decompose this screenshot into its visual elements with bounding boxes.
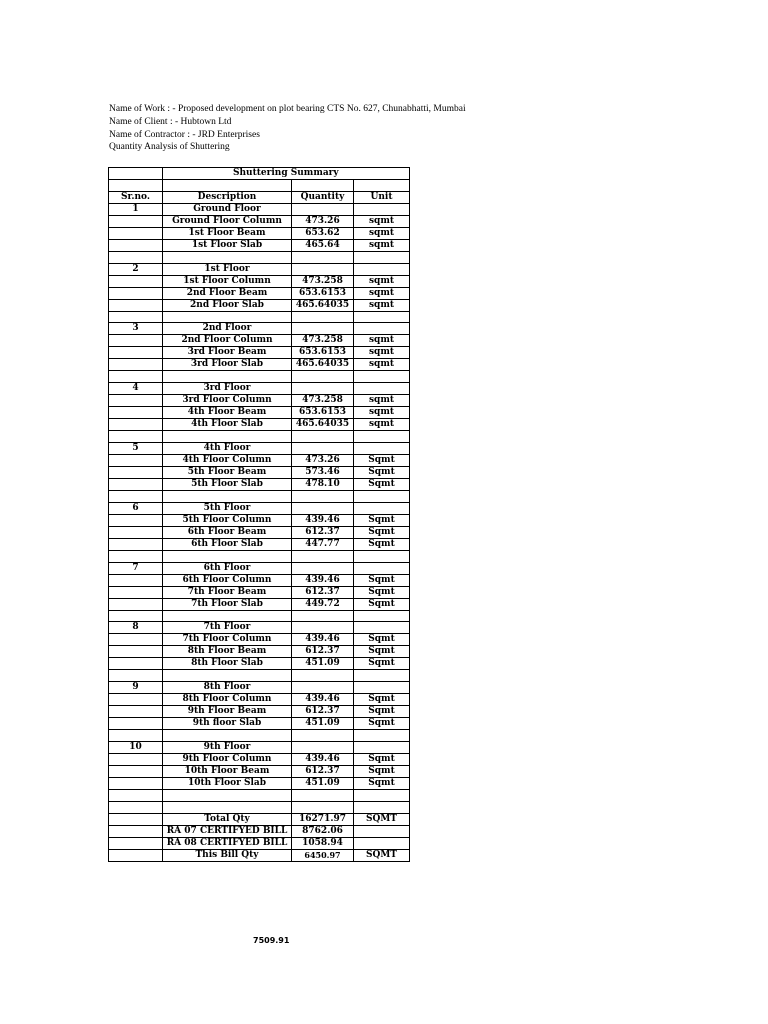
blank-cell xyxy=(354,730,410,742)
row-quantity: 465.64 xyxy=(292,239,354,251)
blank-cell xyxy=(354,323,410,335)
blank-cell xyxy=(109,718,163,730)
row-description: 2nd Floor Beam xyxy=(163,287,292,299)
row-description: 4th Floor Column xyxy=(163,454,292,466)
blank-row xyxy=(109,490,410,502)
floor-heading: 5th Floor xyxy=(163,502,292,514)
floor-heading: 7th Floor xyxy=(163,622,292,634)
total-row xyxy=(109,825,410,837)
table-row xyxy=(109,466,410,478)
blank-cell xyxy=(354,203,410,215)
blank-cell xyxy=(292,502,354,514)
blank-cell xyxy=(109,694,163,706)
blank-cell xyxy=(354,562,410,574)
table-row xyxy=(109,287,410,299)
blank-cell xyxy=(109,837,163,849)
blank-cell xyxy=(163,801,292,813)
row-unit: Sqmt xyxy=(354,514,410,526)
total-description: RA 07 CERTIFYED BILL xyxy=(163,825,292,837)
row-description: 10th Floor Slab xyxy=(163,777,292,789)
blank-cell xyxy=(163,730,292,742)
total-description: Total Qty xyxy=(163,813,292,825)
sr-no: 1 xyxy=(109,203,163,215)
row-unit: Sqmt xyxy=(354,526,410,538)
row-unit: Sqmt xyxy=(354,634,410,646)
row-quantity: 439.46 xyxy=(292,634,354,646)
table-row xyxy=(109,765,410,777)
row-unit: Sqmt xyxy=(354,765,410,777)
floor-heading: 9th Floor xyxy=(163,741,292,753)
blank-cell xyxy=(292,789,354,801)
floor-heading: 1st Floor xyxy=(163,263,292,275)
blank-cell xyxy=(163,550,292,562)
blank-cell xyxy=(109,730,163,742)
row-quantity: 465.64035 xyxy=(292,359,354,371)
blank-cell xyxy=(292,741,354,753)
row-unit: Sqmt xyxy=(354,574,410,586)
row-description: 5th Floor Column xyxy=(163,514,292,526)
blank-cell xyxy=(109,646,163,658)
row-quantity: 473.26 xyxy=(292,215,354,227)
blank-cell xyxy=(109,407,163,419)
row-description: 1st Floor Column xyxy=(163,275,292,287)
blank-cell xyxy=(109,849,163,861)
blank-cell xyxy=(163,490,292,502)
floor-heading: Ground Floor xyxy=(163,203,292,215)
blank-cell xyxy=(109,371,163,383)
sr-no: 3 xyxy=(109,323,163,335)
blank-cell xyxy=(109,586,163,598)
table-row xyxy=(109,395,410,407)
row-description: 4th Floor Beam xyxy=(163,407,292,419)
row-unit: sqmt xyxy=(354,287,410,299)
footer-value: 7509.91 xyxy=(253,936,290,945)
blank-cell xyxy=(109,813,163,825)
blank-cell xyxy=(292,251,354,263)
total-description: RA 08 CERTIFYED BILL xyxy=(163,837,292,849)
row-quantity: 473.26 xyxy=(292,454,354,466)
row-unit: Sqmt xyxy=(354,586,410,598)
floor-heading: 8th Floor xyxy=(163,682,292,694)
blank-cell xyxy=(292,431,354,443)
total-row xyxy=(109,849,410,861)
blank-cell xyxy=(109,670,163,682)
blank-cell xyxy=(109,251,163,263)
blank-cell xyxy=(109,801,163,813)
table-row xyxy=(109,646,410,658)
blank-cell xyxy=(109,299,163,311)
row-description: 9th floor Slab xyxy=(163,718,292,730)
row-unit: Sqmt xyxy=(354,694,410,706)
row-unit: sqmt xyxy=(354,275,410,287)
row-unit: Sqmt xyxy=(354,646,410,658)
blank-cell xyxy=(109,478,163,490)
blank-cell xyxy=(109,634,163,646)
blank-cell xyxy=(354,311,410,323)
row-quantity: 612.37 xyxy=(292,706,354,718)
name-of-work: Name of Work : - Proposed development on plot bearing CTS No. 627, Chunabhatti, Mumbai xyxy=(109,104,466,114)
table-row xyxy=(109,694,410,706)
table-row xyxy=(109,538,410,550)
table-row xyxy=(109,574,410,586)
row-quantity: 612.37 xyxy=(292,646,354,658)
total-quantity: 1058.94 xyxy=(292,837,354,849)
blank-cell xyxy=(292,311,354,323)
total-description: This Bill Qty xyxy=(163,849,292,861)
row-description: 7th Floor Column xyxy=(163,634,292,646)
table-row xyxy=(109,718,410,730)
row-unit: Sqmt xyxy=(354,718,410,730)
sr-no: 2 xyxy=(109,263,163,275)
total-row xyxy=(109,837,410,849)
blank-row xyxy=(109,670,410,682)
blank-cell xyxy=(109,550,163,562)
total-unit: SQMT xyxy=(354,813,410,825)
name-of-contractor: Name of Contractor : - JRD Enterprises xyxy=(109,129,260,140)
row-quantity: 653.6153 xyxy=(292,407,354,419)
blank-cell xyxy=(292,263,354,275)
blank-cell xyxy=(109,753,163,765)
blank-cell xyxy=(354,741,410,753)
row-quantity: 573.46 xyxy=(292,466,354,478)
blank-cell xyxy=(109,765,163,777)
row-quantity: 451.09 xyxy=(292,658,354,670)
blank-cell xyxy=(292,323,354,335)
floor-group-header xyxy=(109,502,410,514)
row-unit: sqmt xyxy=(354,227,410,239)
row-description: 3rd Floor Column xyxy=(163,395,292,407)
floor-heading: 2nd Floor xyxy=(163,323,292,335)
blank-cell xyxy=(109,239,163,251)
table-row xyxy=(109,598,410,610)
row-quantity: 473.258 xyxy=(292,335,354,347)
blank-cell xyxy=(354,550,410,562)
table-row xyxy=(109,586,410,598)
row-unit: sqmt xyxy=(354,347,410,359)
row-description: 8th Floor Slab xyxy=(163,658,292,670)
floor-heading: 6th Floor xyxy=(163,562,292,574)
blank-row xyxy=(109,180,410,192)
total-unit xyxy=(354,837,410,849)
floor-group-header xyxy=(109,562,410,574)
row-description: 7th Floor Beam xyxy=(163,586,292,598)
shuttering-summary-table xyxy=(108,167,410,862)
blank-cell xyxy=(109,526,163,538)
row-unit: sqmt xyxy=(354,335,410,347)
blank-cell xyxy=(292,383,354,395)
row-quantity: 653.62 xyxy=(292,227,354,239)
row-unit: sqmt xyxy=(354,407,410,419)
row-description: 8th Floor Column xyxy=(163,694,292,706)
blank-row xyxy=(109,801,410,813)
table-row xyxy=(109,347,410,359)
floor-group-header xyxy=(109,383,410,395)
floor-group-header xyxy=(109,741,410,753)
row-quantity: 653.6153 xyxy=(292,287,354,299)
blank-cell xyxy=(109,658,163,670)
blank-cell xyxy=(163,371,292,383)
col-quantity: Quantity xyxy=(292,191,354,203)
total-quantity: 6450.97 xyxy=(292,849,354,861)
row-quantity: 439.46 xyxy=(292,514,354,526)
blank-cell xyxy=(109,359,163,371)
row-description: 6th Floor Column xyxy=(163,574,292,586)
blank-cell xyxy=(163,670,292,682)
row-unit: Sqmt xyxy=(354,777,410,789)
blank-cell xyxy=(292,610,354,622)
blank-cell xyxy=(354,801,410,813)
blank-row xyxy=(109,789,410,801)
row-description: 4th Floor Slab xyxy=(163,419,292,431)
row-description: 7th Floor Slab xyxy=(163,598,292,610)
floor-heading: 3rd Floor xyxy=(163,383,292,395)
row-quantity: 451.09 xyxy=(292,718,354,730)
row-unit: sqmt xyxy=(354,395,410,407)
row-description: 3rd Floor Beam xyxy=(163,347,292,359)
row-unit: Sqmt xyxy=(354,538,410,550)
blank-cell xyxy=(109,466,163,478)
table-row xyxy=(109,359,410,371)
row-quantity: 612.37 xyxy=(292,526,354,538)
row-description: 9th Floor Beam xyxy=(163,706,292,718)
blank-cell xyxy=(354,383,410,395)
blank-cell xyxy=(109,574,163,586)
blank-row xyxy=(109,251,410,263)
analysis-title: Quantity Analysis of Shuttering xyxy=(109,142,230,153)
blank-cell xyxy=(292,562,354,574)
sr-no: 9 xyxy=(109,682,163,694)
total-quantity: 8762.06 xyxy=(292,825,354,837)
document-header xyxy=(109,103,466,154)
row-quantity: 612.37 xyxy=(292,765,354,777)
row-quantity: 465.64035 xyxy=(292,299,354,311)
row-unit: sqmt xyxy=(354,239,410,251)
row-unit: sqmt xyxy=(354,359,410,371)
blank-cell xyxy=(109,610,163,622)
sr-no: 5 xyxy=(109,442,163,454)
table-row xyxy=(109,706,410,718)
blank-cell xyxy=(109,454,163,466)
row-quantity: 465.64035 xyxy=(292,419,354,431)
row-quantity: 473.258 xyxy=(292,395,354,407)
blank-cell xyxy=(354,670,410,682)
row-unit: Sqmt xyxy=(354,598,410,610)
blank-cell xyxy=(163,311,292,323)
blank-cell xyxy=(354,682,410,694)
col-unit: Unit xyxy=(354,191,410,203)
blank-cell xyxy=(109,419,163,431)
floor-group-header xyxy=(109,323,410,335)
table-row xyxy=(109,275,410,287)
blank-cell xyxy=(109,598,163,610)
row-description: 1st Floor Slab xyxy=(163,239,292,251)
total-quantity: 16271.97 xyxy=(292,813,354,825)
row-quantity: 449.72 xyxy=(292,598,354,610)
table-row xyxy=(109,215,410,227)
blank-cell xyxy=(354,502,410,514)
row-description: 3rd Floor Slab xyxy=(163,359,292,371)
blank-cell xyxy=(292,442,354,454)
blank-cell xyxy=(354,371,410,383)
row-description: 10th Floor Beam xyxy=(163,765,292,777)
row-description: 9th Floor Column xyxy=(163,753,292,765)
row-description: 5th Floor Slab xyxy=(163,478,292,490)
row-quantity: 451.09 xyxy=(292,777,354,789)
table-row xyxy=(109,407,410,419)
floor-group-header xyxy=(109,203,410,215)
sr-no: 4 xyxy=(109,383,163,395)
blank-row xyxy=(109,431,410,443)
floor-group-header xyxy=(109,442,410,454)
floor-group-header xyxy=(109,622,410,634)
row-unit: Sqmt xyxy=(354,753,410,765)
total-row xyxy=(109,813,410,825)
floor-heading: 4th Floor xyxy=(163,442,292,454)
table-row xyxy=(109,777,410,789)
blank-row xyxy=(109,371,410,383)
table-row xyxy=(109,227,410,239)
row-quantity: 439.46 xyxy=(292,574,354,586)
row-unit: Sqmt xyxy=(354,706,410,718)
blank-cell xyxy=(354,610,410,622)
table-row xyxy=(109,526,410,538)
table-row xyxy=(109,239,410,251)
row-unit: Sqmt xyxy=(354,478,410,490)
blank-cell xyxy=(354,263,410,275)
blank-cell xyxy=(292,550,354,562)
blank-cell xyxy=(354,251,410,263)
blank-cell xyxy=(109,706,163,718)
blank-cell xyxy=(354,622,410,634)
blank-cell xyxy=(109,395,163,407)
row-unit: sqmt xyxy=(354,215,410,227)
blank-cell xyxy=(292,730,354,742)
blank-cell xyxy=(109,514,163,526)
row-quantity: 439.46 xyxy=(292,753,354,765)
row-description: 5th Floor Beam xyxy=(163,466,292,478)
table-row xyxy=(109,658,410,670)
table-row xyxy=(109,454,410,466)
row-quantity: 612.37 xyxy=(292,586,354,598)
table-title-row xyxy=(109,168,410,180)
blank-row xyxy=(109,610,410,622)
table-row xyxy=(109,634,410,646)
blank-cell xyxy=(163,789,292,801)
row-quantity: 653.6153 xyxy=(292,347,354,359)
blank-cell xyxy=(163,431,292,443)
blank-cell xyxy=(109,431,163,443)
blank-cell xyxy=(163,251,292,263)
blank-cell xyxy=(292,670,354,682)
row-quantity: 478.10 xyxy=(292,478,354,490)
blank-cell xyxy=(109,227,163,239)
floor-group-header xyxy=(109,682,410,694)
blank-cell xyxy=(292,371,354,383)
blank-cell xyxy=(109,287,163,299)
sr-no: 6 xyxy=(109,502,163,514)
blank-row xyxy=(109,550,410,562)
blank-cell xyxy=(292,801,354,813)
sr-no: 7 xyxy=(109,562,163,574)
sr-no: 10 xyxy=(109,741,163,753)
blank-row xyxy=(109,730,410,742)
blank-cell xyxy=(109,490,163,502)
row-description: Ground Floor Column xyxy=(163,215,292,227)
table-row xyxy=(109,419,410,431)
row-description: 6th Floor Beam xyxy=(163,526,292,538)
row-description: 6th Floor Slab xyxy=(163,538,292,550)
row-unit: sqmt xyxy=(354,419,410,431)
total-unit: SQMT xyxy=(354,849,410,861)
blank-cell xyxy=(292,203,354,215)
blank-cell xyxy=(109,275,163,287)
blank-cell xyxy=(354,490,410,502)
table-row xyxy=(109,514,410,526)
name-of-client: Name of Client : - Hubtown Ltd xyxy=(109,116,232,127)
table-row xyxy=(109,753,410,765)
blank-cell xyxy=(354,789,410,801)
row-unit: Sqmt xyxy=(354,658,410,670)
blank-cell xyxy=(109,311,163,323)
table-row xyxy=(109,478,410,490)
blank-cell xyxy=(109,777,163,789)
col-srno: Sr.no. xyxy=(109,191,163,203)
floor-group-header xyxy=(109,263,410,275)
row-unit: Sqmt xyxy=(354,466,410,478)
sr-no: 8 xyxy=(109,622,163,634)
row-quantity: 439.46 xyxy=(292,694,354,706)
row-description: 2nd Floor Slab xyxy=(163,299,292,311)
row-quantity: 473.258 xyxy=(292,275,354,287)
blank-cell xyxy=(109,789,163,801)
blank-cell xyxy=(109,215,163,227)
row-quantity: 447.77 xyxy=(292,538,354,550)
col-description: Description xyxy=(163,191,292,203)
table-row xyxy=(109,335,410,347)
blank-cell xyxy=(109,335,163,347)
row-description: 1st Floor Beam xyxy=(163,227,292,239)
row-unit: Sqmt xyxy=(354,454,410,466)
blank-cell xyxy=(109,347,163,359)
blank-cell xyxy=(163,610,292,622)
table-title: Shuttering Summary xyxy=(163,168,410,180)
row-description: 2nd Floor Column xyxy=(163,335,292,347)
blank-cell xyxy=(292,682,354,694)
blank-cell xyxy=(109,538,163,550)
row-unit: sqmt xyxy=(354,299,410,311)
blank-row xyxy=(109,311,410,323)
blank-cell xyxy=(354,431,410,443)
blank-cell xyxy=(292,490,354,502)
row-description: 8th Floor Beam xyxy=(163,646,292,658)
column-header-row xyxy=(109,191,410,203)
blank-cell xyxy=(354,442,410,454)
total-unit xyxy=(354,825,410,837)
blank-cell xyxy=(292,622,354,634)
blank-cell xyxy=(109,825,163,837)
table-row xyxy=(109,299,410,311)
